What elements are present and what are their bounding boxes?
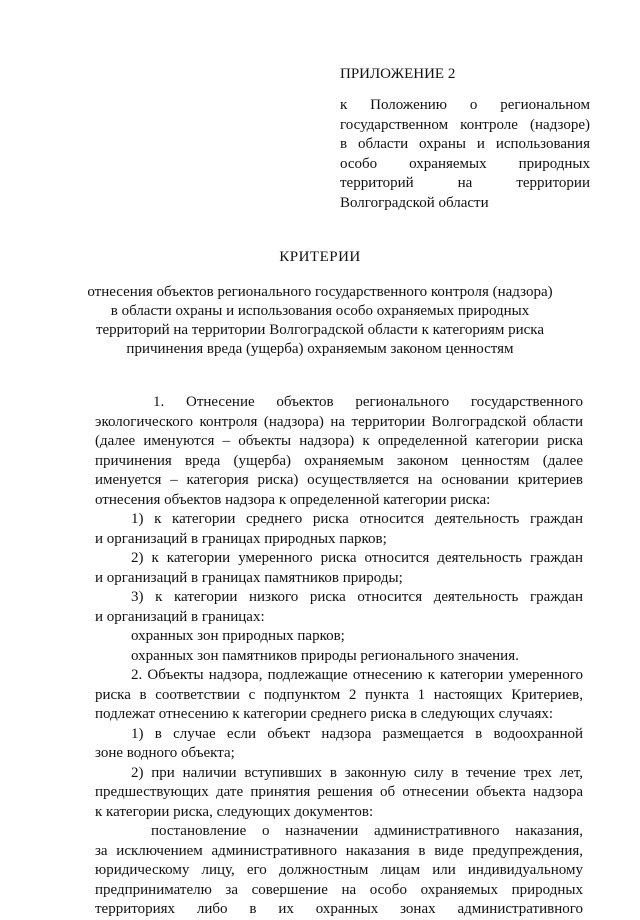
body-line: риска в соответствии с подпунктом 2 пункта 1 настоящих Критериев, bbox=[95, 686, 583, 703]
subtitle-line: отнесения объектов регионального государственного контроля (надзора) bbox=[87, 284, 553, 300]
body-line: (далее именуются – объекты надзора) к определенной категории риска bbox=[95, 433, 583, 449]
appendix-title: ПРИЛОЖЕНИЕ 2 bbox=[340, 66, 456, 82]
body-line: предпринимателю за совершение на особо охраняемых природных bbox=[95, 881, 583, 898]
body-line: к категории риска, следующих документов: bbox=[95, 803, 374, 820]
body-line: 3) к категории низкого риска относится деятельность граждан bbox=[131, 589, 583, 605]
criteria-subtitle bbox=[80, 283, 560, 359]
appendix-line: особо охраняемых природных bbox=[340, 155, 590, 172]
appendix-line: в области охраны и использования bbox=[340, 136, 590, 152]
subtitle-line: причинения вреда (ущерба) охраняемым законом ценностям bbox=[126, 341, 514, 357]
criteria-title: КРИТЕРИИ bbox=[279, 249, 361, 265]
appendix-line: государственном контроле (надзоре) bbox=[340, 116, 590, 133]
body-line: 1) в случае если объект надзора размещается в водоохранной bbox=[131, 725, 583, 742]
appendix-line: территорий на территории bbox=[340, 175, 590, 191]
body-line: именуется – категория риска) осуществляется на основании критериев bbox=[95, 472, 583, 488]
body-line: охранных зон памятников природы регионального значения. bbox=[131, 647, 519, 664]
body-line: постановление о назначении административного наказания, bbox=[151, 823, 583, 839]
body-line: экологического контроля (надзора) на территории Волгоградской области bbox=[95, 413, 583, 430]
body-line: территориях либо в их охранных зонах административного bbox=[95, 901, 583, 917]
body-line: 2) к категории умеренного риска относится деятельность граждан bbox=[131, 550, 583, 566]
appendix-line: Волгоградской области bbox=[340, 194, 489, 211]
body-line: подлежат отнесению к категории среднего риска в следующих случаях: bbox=[95, 706, 554, 722]
body-line: юридическому лицу, его должностным лицам или индивидуальному bbox=[95, 862, 583, 878]
body-line: зоне водного объекта; bbox=[95, 745, 235, 761]
body-line: 1. Отнесение объектов регионального государственного bbox=[153, 394, 583, 410]
body-line: 2. Объекты надзора, подлежащие отнесению к категории умеренного bbox=[131, 667, 583, 683]
body-line: охранных зон природных парков; bbox=[131, 628, 345, 644]
body-line: отнесения объектов надзора к определенной категории риска: bbox=[95, 491, 491, 508]
body-line: 1) к категории среднего риска относится деятельность граждан bbox=[131, 511, 583, 527]
body-line: и организаций в границах: bbox=[95, 608, 265, 625]
document-body bbox=[95, 393, 583, 920]
body-line: причинения вреда (ущерба) охраняемым законом ценностям (далее bbox=[95, 452, 583, 469]
body-line: и организаций в границах природных парков; bbox=[95, 530, 387, 547]
subtitle-line: территорий на территории Волгоградской области к категориям риска bbox=[95, 322, 545, 338]
body-line: 2) при наличии вступивших в законную силу в течение трех лет, bbox=[131, 764, 583, 781]
subtitle-line: в области охраны и использования особо охраняемых природных bbox=[110, 303, 530, 319]
appendix-header bbox=[340, 64, 590, 213]
body-line: за исключением административного наказания в виде предупреждения, bbox=[95, 842, 583, 859]
body-line: предшествующих дате принятия решения об отнесении объекта надзора bbox=[95, 784, 583, 800]
body-line: и организаций в границах памятников природы; bbox=[95, 569, 403, 586]
appendix-line: к Положению о региональном bbox=[340, 97, 590, 113]
